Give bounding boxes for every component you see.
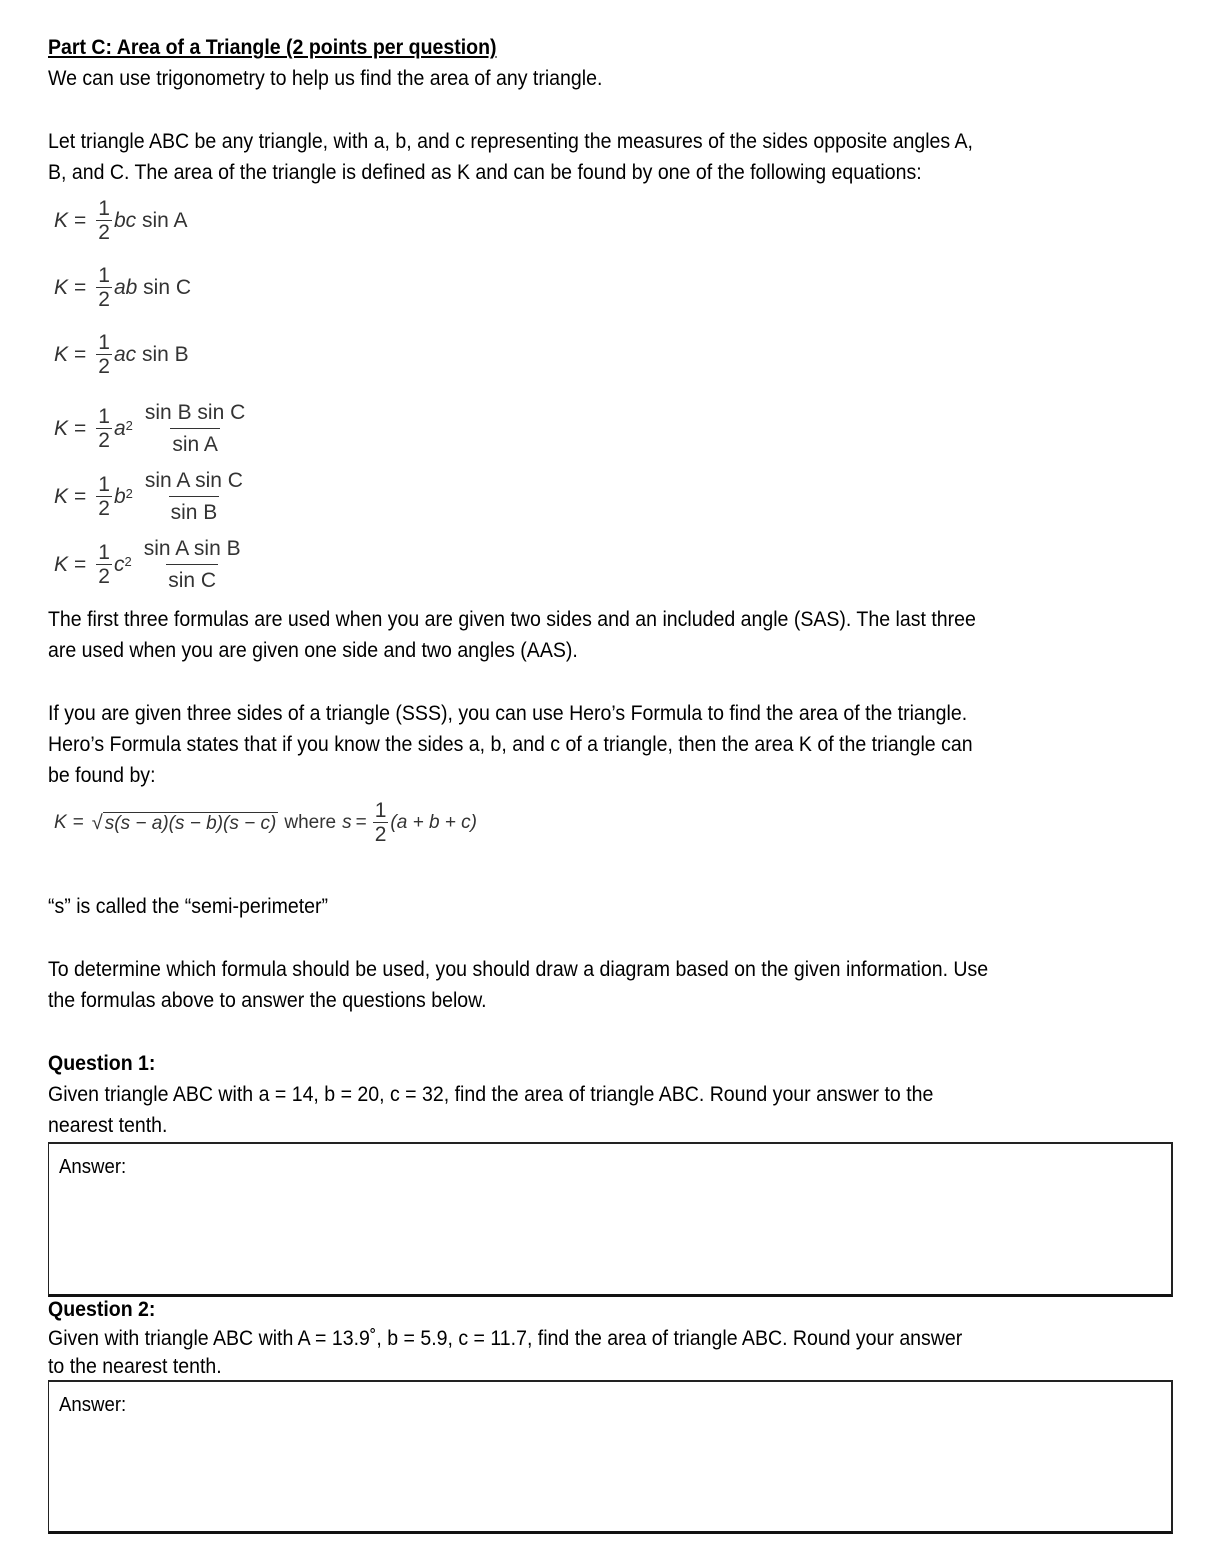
question-1-answer-box[interactable] — [48, 1142, 1173, 1297]
formula-lhs: K — [54, 209, 69, 232]
equals-sign: = — [74, 209, 87, 232]
answer-label: Answer: — [59, 1394, 127, 1416]
fraction-one-half: $\frac{1}{2}$ — [98, 197, 110, 244]
section-title: Part C: Area of a Triangle (2 points per question) — [48, 36, 497, 59]
formula-aas-c — [54, 534, 245, 596]
equals-sign: = — [355, 812, 367, 833]
equals-sign: = — [74, 343, 87, 366]
formula-vars: ac — [113, 343, 137, 366]
instructions-line-2: the formulas above to answer the questions below. — [48, 989, 487, 1012]
formula-sas-ac-sinB — [54, 332, 189, 378]
fraction-one-half: $\frac{1}{2}$ — [98, 473, 110, 520]
side-sum: (a + b + c) — [390, 812, 477, 833]
formula-aas-a — [54, 398, 249, 460]
question-2-line-1: Given with triangle ABC with A = 13.9˚, b = 5.9, c = 11.7, find the area of triangle ABC. Round your answer — [48, 1327, 963, 1350]
formula-trig: sin A — [142, 209, 188, 232]
formula-exponent: 2 — [125, 485, 133, 501]
fraction-one-half: $\frac{1}{2}$ — [374, 799, 387, 846]
formula-exponent: 2 — [124, 553, 132, 569]
formula-aas-b — [54, 466, 247, 528]
question-2-label: Question 2: — [48, 1298, 156, 1321]
definition-line-1: Let triangle ABC be any triangle, with a, b, and c representing the measures of the sides opposite angles A, — [48, 130, 973, 153]
formula-base: c — [113, 553, 125, 576]
usage-line-1: The first three formulas are used when you are given two sides and an included angle (SAS). The last three — [48, 608, 976, 631]
formula-vars: bc — [113, 209, 137, 232]
formula-sas-ab-sinC — [54, 265, 191, 311]
formula-sas-bc-sinA — [54, 198, 188, 244]
heron-line-1: If you are given three sides of a triangle (SSS), you can use Hero’s Formula to find the area of the triangle. — [48, 702, 968, 725]
formula-lhs: K — [54, 485, 69, 508]
question-2-answer-box[interactable] — [48, 1380, 1173, 1534]
formula-lhs: K — [54, 812, 67, 833]
heron-line-3: be found by: — [48, 764, 156, 787]
formula-lhs: K — [54, 343, 69, 366]
equals-sign: = — [74, 276, 87, 299]
answer-label: Answer: — [59, 1156, 127, 1178]
intro-text: We can use trigonometry to help us find the area of any triangle. — [48, 67, 603, 90]
fraction-one-half: $\frac{1}{2}$ — [98, 541, 110, 588]
fraction-one-half: $\frac{1}{2}$ — [98, 264, 110, 311]
formula-base: a — [113, 417, 126, 440]
radical-sign-icon: √ — [91, 811, 103, 834]
question-1-line-1: Given triangle ABC with a = 14, b = 20, c = 32, find the area of triangle ABC. Round your answer to the — [48, 1083, 934, 1106]
semi-perimeter-note: “s” is called the “semi-perimeter” — [48, 895, 329, 918]
definition-line-2: B, and C. The area of the triangle is defined as K and can be found by one of the following equations: — [48, 161, 922, 184]
formula-trig: sin C — [143, 276, 192, 299]
question-1-label: Question 1: — [48, 1052, 156, 1075]
usage-line-2: are used when you are given one side and two angles (AAS). — [48, 639, 578, 662]
formula-trig: sin B — [142, 343, 189, 366]
trig-ratio: $\frac{\text{sin A sin C}}{\text{sin B}}$ — [143, 466, 245, 528]
equals-sign: = — [72, 812, 84, 833]
equals-sign: = — [74, 417, 87, 440]
trig-ratio: $\frac{\text{sin A sin B}}{\text{sin C}}$ — [142, 534, 243, 596]
square-root — [92, 812, 279, 835]
question-1-line-2: nearest tenth. — [48, 1114, 168, 1137]
formula-vars: ab — [113, 276, 138, 299]
formula-lhs: K — [54, 417, 69, 440]
heron-formula — [54, 800, 477, 846]
instructions-line-1: To determine which formula should be used, you should draw a diagram based on the given information. Use — [48, 958, 989, 981]
radicand: s(s − a)(s − b)(s − c) — [104, 812, 277, 834]
equals-sign: = — [74, 553, 87, 576]
formula-lhs: K — [54, 276, 69, 299]
equals-sign: = — [74, 485, 87, 508]
formula-lhs: K — [54, 553, 69, 576]
fraction-one-half: $\frac{1}{2}$ — [98, 405, 110, 452]
formula-base: b — [113, 485, 126, 508]
trig-ratio: $\frac{\text{sin B sin C}}{\text{sin A}}$ — [143, 398, 247, 460]
fraction-one-half: $\frac{1}{2}$ — [98, 331, 110, 378]
heron-line-2: Hero’s Formula states that if you know the sides a, b, and c of a triangle, then the area K of the triangle can — [48, 733, 973, 756]
semi-perimeter-symbol: s — [342, 812, 352, 833]
formula-exponent: 2 — [125, 417, 133, 433]
where-word: where — [284, 812, 337, 833]
question-2-line-2: to the nearest tenth. — [48, 1355, 222, 1378]
